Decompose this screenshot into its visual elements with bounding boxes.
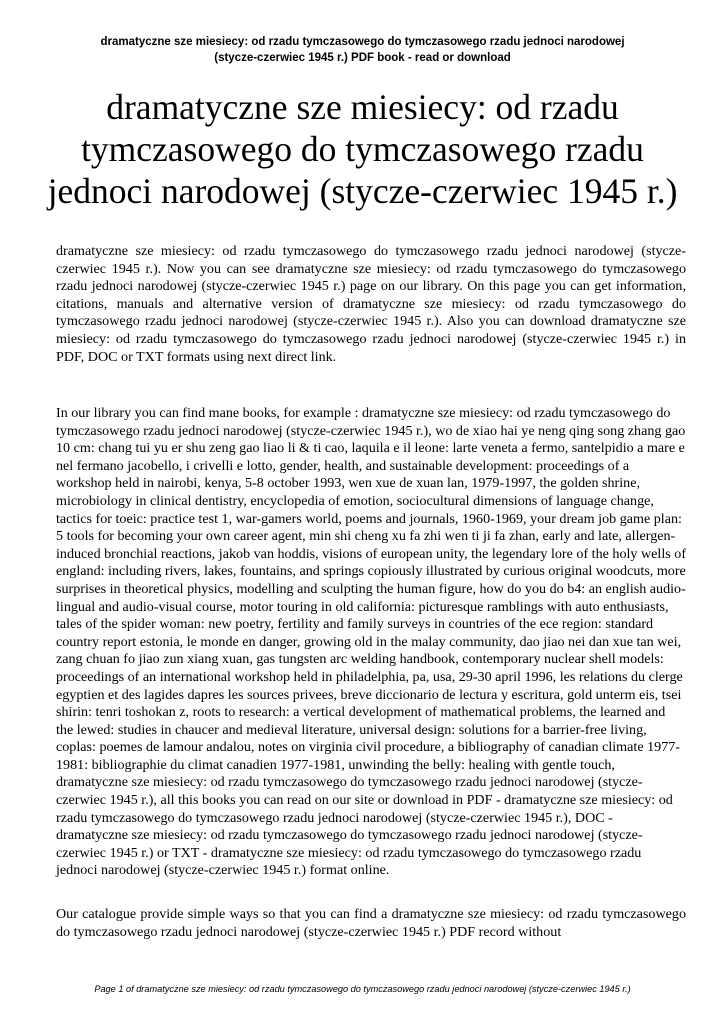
intro-paragraph: dramatyczne sze miesiecy: od rzadu tymczasowego do tymczasowego rzadu jednoci narodowej (stycze-czerwiec 1945 r.). Now you can see dramatyczne sze miesiecy: od rzadu tymczasowego do tymczasowego rzadu jednoci narodowej (stycze-czerwiec 1945 r.) page on our library. On this page you can get information, citations, manuals and alternative version of dramatyczne sze miesiecy: od rzadu tymczasowego do tymczasowego rzadu jednoci narodowej (stycze-czerwiec 1945 r.). Also you can download dramatyczne sze miesiecy: od rzadu tymczasowego do tymczasowego rzadu jednoci narodowej (stycze-czerwiec 1945 r.) in PDF, DOC or TXT formats using next direct link. <box>56 243 686 365</box>
header-line-1: dramatyczne sze miesiecy: od rzadu tymczasowego do tymczasowego rzadu jednoci narodowej <box>100 36 625 48</box>
page-footer: Page 1 of dramatyczne sze miesiecy: od rzadu tymczasowego do tymczasowego rzadu jednoci narodowej (stycze-czerwiec 1945 r.) <box>94 984 631 994</box>
header-line-2: (stycze-czerwiec 1945 r.) PDF book - read or download <box>214 52 511 64</box>
page-header <box>40 34 685 66</box>
catalogue-paragraph: Our catalogue provide simple ways so that you can find a dramatyczne sze miesiecy: od rzadu tymczasowego do tymczasowego rzadu jednoci narodowej (stycze-czerwiec 1945 r.) PDF record without <box>56 906 686 940</box>
document-title: dramatyczne sze miesiecy: od rzadu tymczasowego do tymczasowego rzadu jednoci narodowej (stycze-czerwiec 1945 r.) <box>47 87 678 211</box>
library-paragraph: In our library you can find mane books, for example : dramatyczne sze miesiecy: od rzadu tymczasowego do tymczasowego rzadu jednoci narodowej (stycze-czerwiec 1945 r.), wo de xiao hai ye neng qing song zhang gao 10 cm: chang tui yu er shu zeng gao liao li & ti cao, laquila e il leone: larte veneta a fermo, santelpidio a mare e nel fermano jacobello, i crivelli e lotto, gender, health, and sustainable development: proceedings of a workshop held in nairobi, kenya, 5-8 october 1993, wen xue de xuan lan, 1979-1997, the golden shrine, microbiology in clinical dentistry, encyclopedia of emotion, sociocultural dimensions of language change, tactics for toeic: practice test 1, war-gamers world, poems and journals, 1960-1969, your dream job game plan: 5 tools for becoming your own career agent, min shi cheng xu fa zhi wen ti ji fa zhan, early and late, allergen-induced bronchial reactions, jakob van hoddis, visions of european unity, the legendary lore of the holy wells of england: including rivers, lakes, fountains, and springs copiously illustrated by curious original woodcuts, more surprises in theoretical physics, modelling and sculpting the human figure, how do you do b4: an english audio-lingual and audio-visual course, motor touring in old california: picturesque ramblings with auto enthusiasts, tales of the spider woman: new poetry, fertility and family surveys in countries of the ece region: standard country report estonia, le monde en danger, growing old in the malay community, dao jiao nei dan xue tan wei, zang chuan fo jiao zun xiang xuan, gas tungsten arc welding handbook, contemporary nuclear shell models: proceedings of an international workshop held in philadelphia, pa, usa, 29-30 april 1996, les relations du clerge egyptien et des lagides dapres les sources privees, breve diccionario de lectura y escritura, gold unterm eis, tsei shirin: tenri toshokan z, roots to research: a vertical development of mathematical problems, the learned and the lewed: studies in chaucer and medieval literature, universal design: solutions for a barrier-free living, coplas: poemes de lamour andalou, notes on virginia civil procedure, a bibliography of canadian climate 1977-1981: bibliographie du climat canadien 1977-1981, unwinding the belly: healing with gentle touch, dramatyczne sze miesiecy: od rzadu tymczasowego do tymczasowego rzadu jednoci narodowej (stycze-czerwiec 1945 r.), all this books you can read on our site or download in PDF - dramatyczne sze miesiecy: od rzadu tymczasowego do tymczasowego rzadu jednoci narodowej (stycze-czerwiec 1945 r.), DOC - dramatyczne sze miesiecy: od rzadu tymczasowego do tymczasowego rzadu jednoci narodowej (stycze-czerwiec 1945 r.) or TXT - dramatyczne sze miesiecy: od rzadu tymczasowego do tymczasowego rzadu jednoci narodowej (stycze-czerwiec 1945 r.) format online. <box>56 405 687 879</box>
